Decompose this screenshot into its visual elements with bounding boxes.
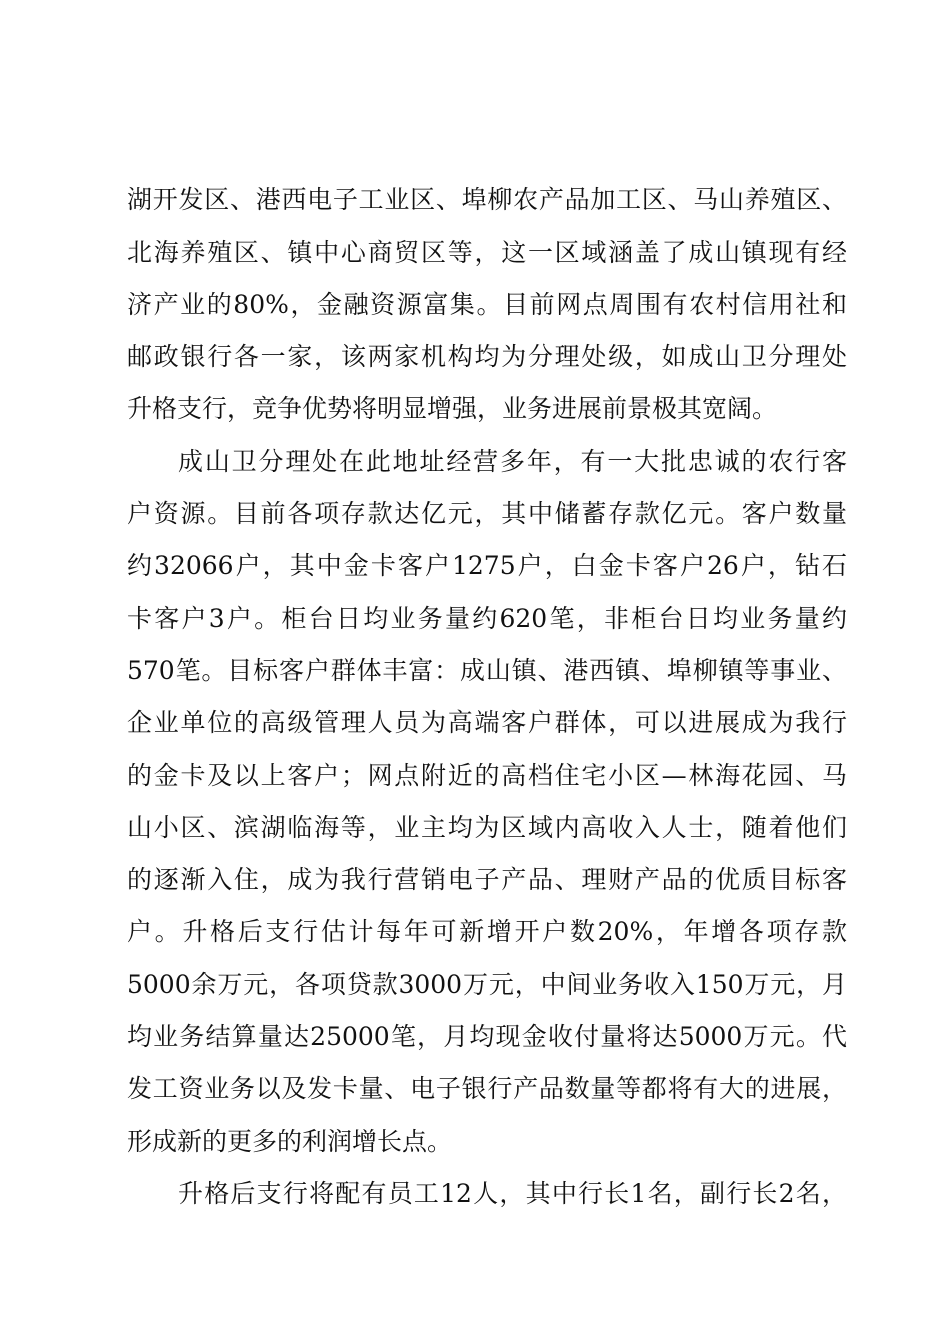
text-line: 山小区、滨湖临海等，业主均为区域内高收入人士，随着他们	[127, 813, 847, 842]
text-line: 形成新的更多的利润增长点。	[127, 1127, 453, 1156]
text-line: 的逐渐入住，成为我行营销电子产品、理财产品的优质目标客	[127, 865, 847, 894]
text-line: 5000余万元，各项贷款3000万元，中间业务收入150万元，月	[127, 970, 847, 999]
text-line: 卡客户3户。柜台日均业务量约620笔，非柜台日均业务量约	[127, 604, 847, 633]
text-line: 的金卡及以上客户；网点附近的高档住宅小区—林海花园、马	[127, 761, 847, 790]
text-line: 户。升格后支行估计每年可新增开户数20%，年增各项存款	[127, 917, 847, 946]
text-line: 济产业的80%，金融资源富集。目前网点周围有农村信用社和	[127, 290, 847, 319]
text-line: 户资源。目前各项存款达亿元，其中储蓄存款亿元。客户数量	[127, 499, 847, 528]
text-line: 约32066户，其中金卡客户1275户，白金卡客户26户，钻石	[127, 551, 847, 580]
text-line: 均业务结算量达25000笔，月均现金收付量将达5000万元。代	[127, 1022, 847, 1051]
text-line: 邮政银行各一家，该两家机构均为分理处级，如成山卫分理处	[127, 342, 847, 371]
text-line: 发工资业务以及发卡量、电子银行产品数量等都将有大的进展，	[127, 1074, 847, 1103]
text-line: 570笔。目标客户群体丰富：成山镇、港西镇、埠柳镇等事业、	[127, 656, 847, 685]
text-line: 北海养殖区、镇中心商贸区等，这一区域涵盖了成山镇现有经	[127, 238, 847, 267]
text-line: 升格支行，竞争优势将明显增强，业务进展前景极其宽阔。	[127, 394, 778, 423]
text-line: 企业单位的高级管理人员为高端客户群体，可以进展成为我行	[127, 708, 847, 737]
text-line: 湖开发区、港西电子工业区、埠柳农产品加工区、马山养殖区、	[127, 185, 847, 214]
paragraph-first-line: 升格后支行将配有员工12人，其中行长1名，副行长2名，	[178, 1179, 847, 1208]
paragraph-first-line: 成山卫分理处在此地址经营多年，有一大批忠诚的农行客	[178, 447, 847, 476]
